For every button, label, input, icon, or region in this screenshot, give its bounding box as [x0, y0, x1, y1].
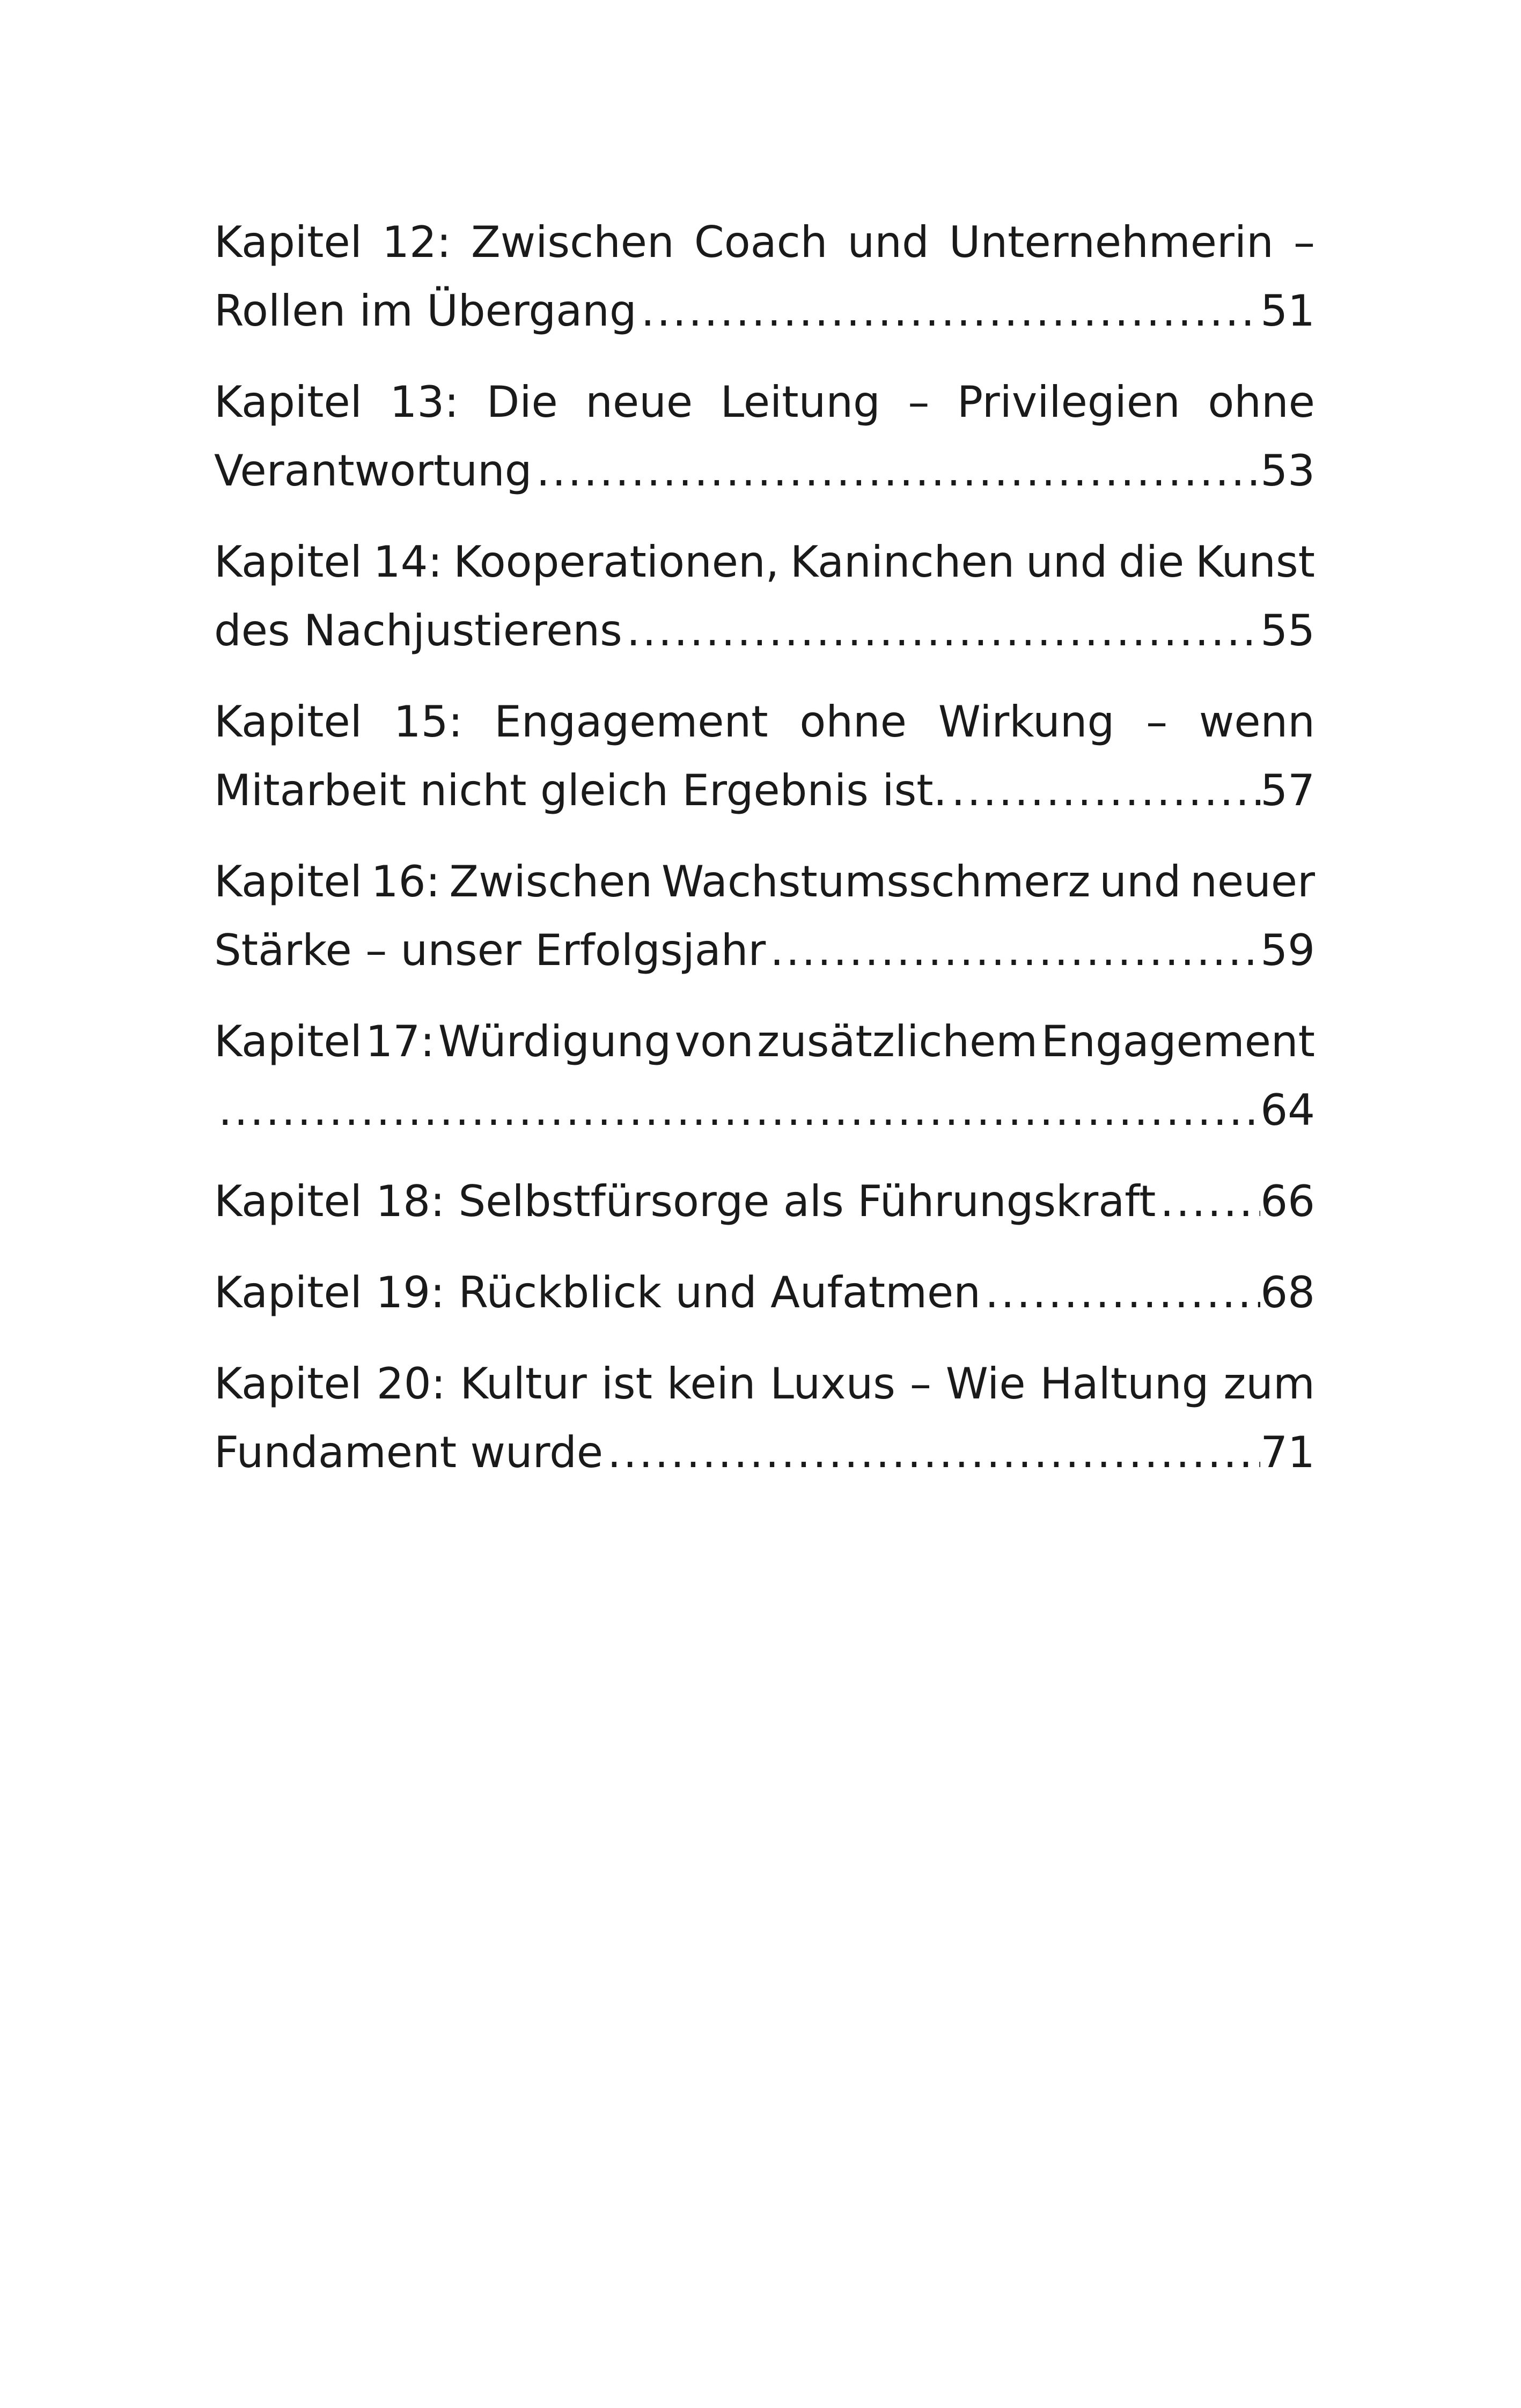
toc-entry-last-line	[214, 437, 1315, 505]
toc-word: ohne	[799, 697, 907, 747]
toc-word: Kapitel	[214, 697, 362, 747]
toc-word: –	[908, 377, 930, 427]
toc-page-number: 64	[1260, 1085, 1315, 1135]
toc-word: von	[674, 1017, 754, 1066]
toc-word: 14:	[373, 537, 443, 587]
dot-leader	[770, 916, 1260, 985]
toc-entry-last-line	[214, 1167, 1315, 1236]
toc-entry[interactable]	[214, 1258, 1315, 1327]
toc-word: Würdigung	[438, 1017, 672, 1066]
toc-word: 13:	[390, 377, 459, 427]
toc-entry[interactable]	[214, 848, 1315, 985]
dot-leader	[218, 1076, 1260, 1145]
toc-word: Kapitel	[214, 537, 362, 587]
dot-leader	[607, 1418, 1260, 1487]
toc-word: zum	[1223, 1359, 1315, 1409]
toc-entry-last-line	[214, 1076, 1315, 1145]
toc-word: 15:	[393, 697, 463, 747]
toc-word: Zwischen	[471, 217, 674, 267]
toc-entry-title-line	[214, 1350, 1315, 1418]
toc-entry-title-end: Rollen im Übergang	[214, 286, 637, 336]
toc-word: –	[909, 1359, 931, 1409]
toc-page-number: 71	[1260, 1427, 1315, 1477]
toc-page-number: 51	[1260, 286, 1315, 336]
toc-word: und	[847, 217, 929, 267]
toc-word: Kapitel	[214, 1017, 362, 1066]
toc-entry-last-line	[214, 1418, 1315, 1487]
toc-word: ohne	[1208, 377, 1315, 427]
toc-word: Kapitel	[214, 857, 362, 907]
toc-page-number: 68	[1260, 1268, 1315, 1317]
toc-entry[interactable]	[214, 688, 1315, 825]
toc-word: Engagement	[494, 697, 768, 747]
toc-entry-title-end: Stärke – unser Erfolgsjahr	[214, 925, 766, 975]
dot-leader	[537, 437, 1261, 505]
toc-word: und	[1099, 857, 1181, 907]
toc-word: Engagement	[1041, 1017, 1315, 1066]
toc-word: Haltung	[1040, 1359, 1209, 1409]
toc-entry-title-end: Verantwortung	[214, 446, 532, 496]
toc-word: –	[1146, 697, 1168, 747]
toc-page-number: 55	[1260, 606, 1315, 656]
toc-word: Luxus	[770, 1359, 895, 1409]
toc-page-number: 53	[1260, 446, 1315, 496]
toc-word: 12:	[382, 217, 451, 267]
toc-word: 20:	[376, 1359, 446, 1409]
toc-entry-last-line	[214, 277, 1315, 345]
table-of-contents	[214, 208, 1315, 1487]
toc-word: Kaninchen	[790, 537, 1015, 587]
toc-entry[interactable]	[214, 1007, 1315, 1145]
toc-entry-title-line	[214, 688, 1315, 756]
toc-entry[interactable]	[214, 528, 1315, 665]
toc-entry-title: Kapitel 18: Selbstfürsorge als Führungskraft	[214, 1176, 1156, 1226]
toc-entry[interactable]	[214, 368, 1315, 505]
toc-word: neue	[585, 377, 693, 427]
toc-word: Kapitel	[214, 377, 362, 427]
toc-word: Wie	[945, 1359, 1026, 1409]
toc-word: 16:	[371, 857, 440, 907]
toc-word: Die	[486, 377, 558, 427]
toc-word: –	[1293, 217, 1315, 267]
toc-word: Kapitel	[214, 1359, 362, 1409]
toc-word: Kultur	[460, 1359, 587, 1409]
toc-page-number: 66	[1260, 1176, 1315, 1226]
toc-word: wenn	[1199, 697, 1315, 747]
toc-word: 17:	[365, 1017, 435, 1066]
toc-entry-title-line	[214, 528, 1315, 597]
toc-word: Kapitel	[214, 217, 362, 267]
toc-word: Leitung	[720, 377, 880, 427]
toc-entry-title-line	[214, 368, 1315, 437]
toc-page-number: 59	[1260, 925, 1315, 975]
toc-word: neuer	[1190, 857, 1315, 907]
dot-leader	[985, 1258, 1260, 1327]
toc-word: zusätzlichem	[757, 1017, 1038, 1066]
toc-word: Privilegien	[957, 377, 1180, 427]
toc-entry-title-line	[214, 848, 1315, 916]
dot-leader	[951, 756, 1260, 825]
dot-leader	[1160, 1167, 1260, 1236]
toc-word: Wachstumsschmerz	[661, 857, 1091, 907]
toc-word: Unternehmerin	[949, 217, 1274, 267]
toc-word: die	[1119, 537, 1185, 587]
toc-entry-last-line	[214, 916, 1315, 985]
toc-entry-last-line	[214, 1258, 1315, 1327]
toc-word: Zwischen	[449, 857, 653, 907]
toc-word: ist	[601, 1359, 652, 1409]
toc-word: Kooperationen,	[453, 537, 780, 587]
toc-entry-last-line	[214, 597, 1315, 665]
toc-entry-title-end: Fundament wurde	[214, 1427, 604, 1477]
toc-entry-title-line	[214, 1007, 1315, 1076]
toc-entry[interactable]	[214, 1167, 1315, 1236]
toc-entry-title: Kapitel 19: Rückblick und Aufatmen	[214, 1268, 981, 1317]
toc-word: kein	[666, 1359, 756, 1409]
toc-entry-title-end: Mitarbeit nicht gleich Ergebnis ist.	[214, 765, 947, 815]
dot-leader	[627, 597, 1260, 665]
toc-word: Coach	[694, 217, 828, 267]
toc-page-number: 57	[1260, 765, 1315, 815]
toc-entry-title-line	[214, 208, 1315, 277]
toc-entry-last-line	[214, 756, 1315, 825]
toc-entry-title-end: des Nachjustierens	[214, 606, 622, 656]
toc-word: Wirkung	[938, 697, 1115, 747]
toc-word: und	[1026, 537, 1108, 587]
toc-entry[interactable]	[214, 1350, 1315, 1487]
toc-word: Kunst	[1195, 537, 1315, 587]
dot-leader	[641, 277, 1261, 345]
toc-entry[interactable]	[214, 208, 1315, 345]
